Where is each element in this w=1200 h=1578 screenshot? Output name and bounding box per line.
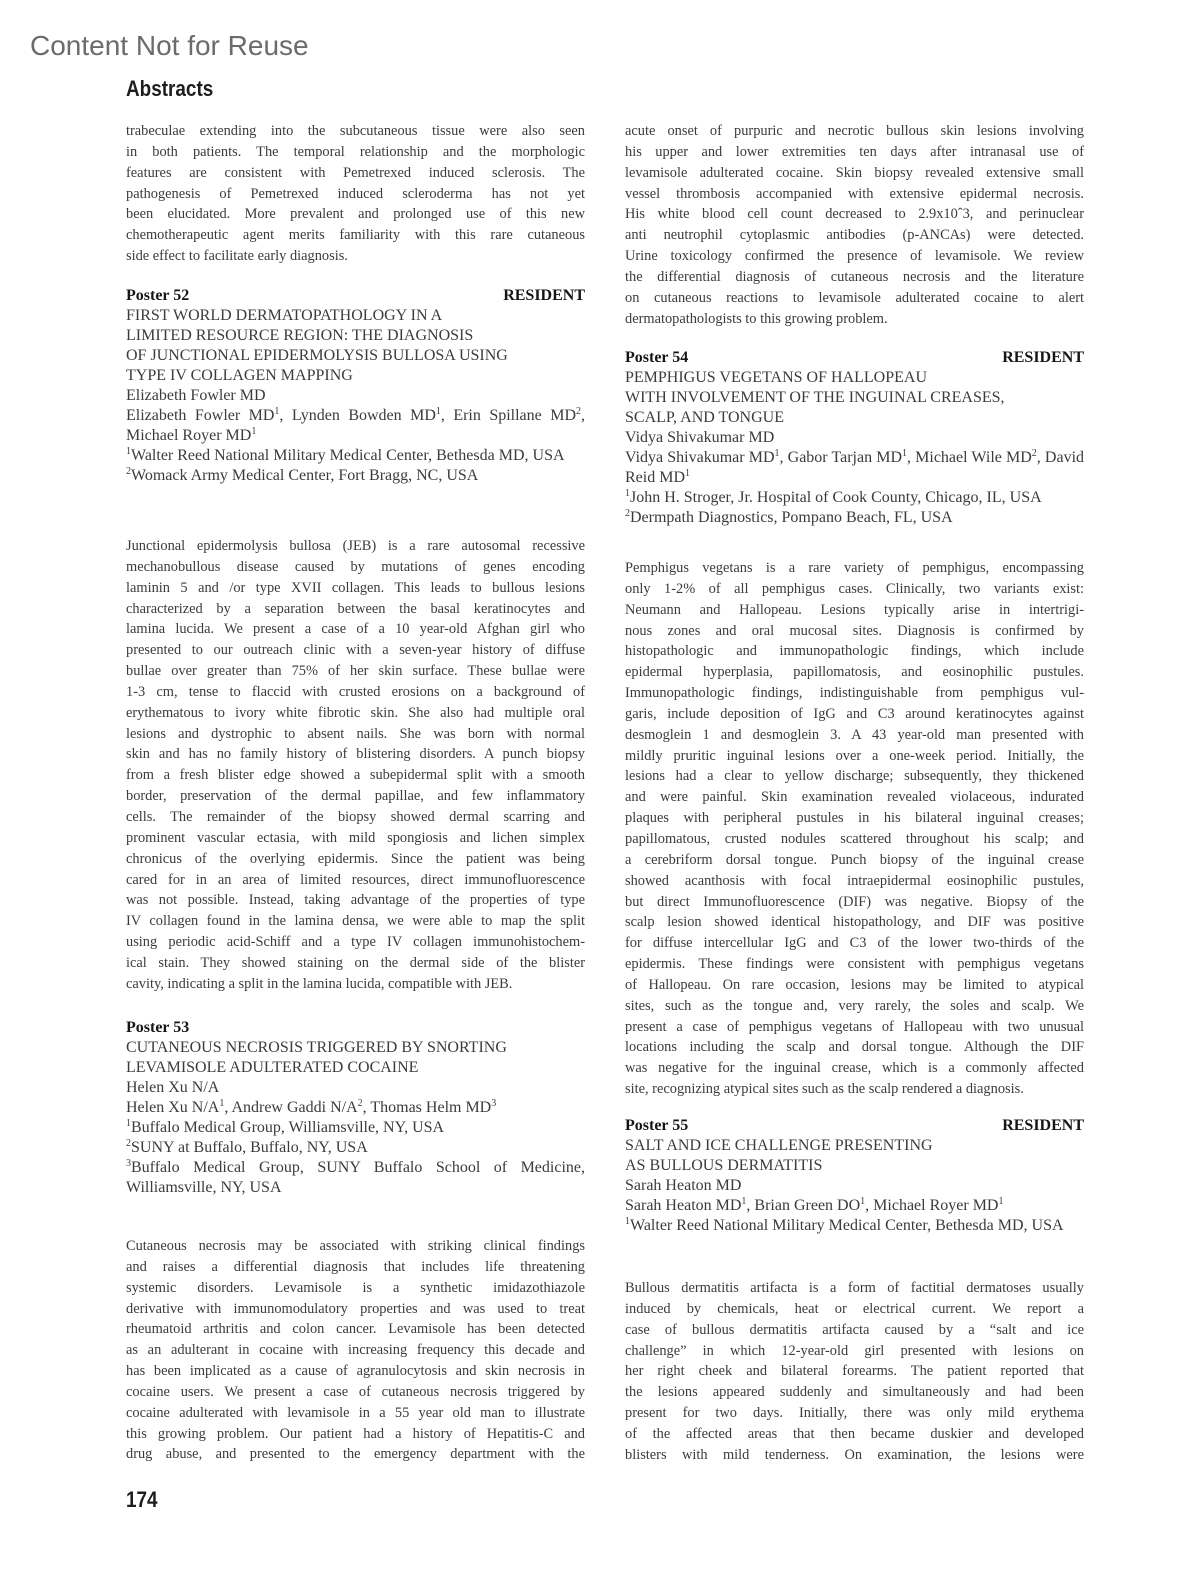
text-line: on cutaneous reactions to levamisole adulterated cocaine to alert (625, 289, 1084, 306)
text-line: IV collagen found in the lamina densa, we were able to map the split (126, 913, 585, 930)
affiliation-text: Walter Reed National Military Medical Center, Bethesda MD, USA (630, 1217, 1064, 1234)
author-affiliation-mark: 1 (741, 1196, 747, 1207)
affiliation-text: Dermpath Diagnostics, Pompano Beach, FL, USA (630, 509, 953, 526)
text-line: characterized by a separation between the basal keratinocytes and (126, 600, 585, 617)
poster-53-header (126, 1018, 585, 1198)
text-line: ical stain. They showed staining on the dermal side of the blister (126, 954, 585, 971)
author-name: Gabor Tarjan MD (787, 449, 903, 466)
presenter: Vidya Shivakumar MD (625, 429, 775, 446)
affiliation-text: SUNY at Buffalo, Buffalo, NY, USA (131, 1139, 368, 1156)
text-line: Immunopathologic findings, indistinguishable from pemphigus vul- (625, 685, 1084, 702)
text-line: Neumann and Hallopeau. Lesions typically arise in intertrigi- (625, 601, 1084, 618)
text-line: was not possible. Instead, taking advantage of the properties of type (126, 892, 585, 909)
text-line: cared for in an area of limited resources, direct immunofluorescence (126, 871, 585, 888)
text-line: lesions and dystrophic to absent nails. She was born with normal (126, 725, 585, 742)
poster-title (126, 1038, 585, 1078)
affiliation (126, 466, 585, 486)
text-line: cavity, indicating a split in the lamina lucida, compatible with JEB. (126, 975, 513, 992)
text-line: scalp lesion showed identical histopathology, and DIF was positive (625, 914, 1084, 931)
resident-badge: RESIDENT (1002, 1117, 1084, 1134)
resident-badge: RESIDENT (503, 287, 585, 304)
poster-55-header (625, 1116, 1084, 1236)
affiliation-mark: 2 (625, 508, 630, 519)
affiliation-text: John H. Stroger, Jr. Hospital of Cook County, Chicago, IL, USA (630, 489, 1042, 506)
affiliation-mark: 2 (126, 1138, 131, 1149)
text-line: but direct Immunofluorescence (DIF) was negative. Biopsy of the (625, 893, 1084, 910)
continued-abstract-text (126, 121, 585, 267)
text-line: mechanobullous disease caused by mutations of genes encoding (126, 558, 585, 575)
author-affiliation-mark: 1 (685, 468, 690, 479)
watermark: Content Not for Reuse (30, 30, 309, 61)
text-line: epidermis. These findings were consistent with pemphigus vegetans (625, 956, 1084, 973)
text-line: trabeculae extending into the subcutaneous tissue were also seen (126, 123, 585, 139)
affiliation-text: Buffalo Medical Group, SUNY Buffalo School of Medicine, Williamsville, NY, USA (126, 1159, 585, 1196)
affiliation-mark: 2 (126, 466, 131, 477)
presenter: Helen Xu N/A (126, 1079, 220, 1096)
text-line: chemotherapeutic agent merits familiarity with this rare cutaneous (126, 227, 585, 244)
text-line: case of bullous dermatitis artifacta caused by a “salt and ice (625, 1321, 1084, 1338)
text-line: from a fresh blister edge showed a subepidermal split with a smooth (126, 767, 585, 784)
text-line: plaques with peripheral pustules in his bilateral inguinal creases; (625, 810, 1084, 827)
poster-number: Poster 52 (126, 287, 190, 304)
author-name: Michael Royer MD (873, 1197, 999, 1214)
poster-number: Poster 53 (126, 1019, 190, 1036)
affiliation-mark: 3 (126, 1158, 131, 1169)
poster-title-line: SALT AND ICE CHALLENGE PRESENTING (625, 1137, 933, 1154)
text-line: challenge” in which 12-year-old girl presented with lesions on (625, 1342, 1084, 1359)
text-line: and were painful. Skin examination revealed violaceous, indurated (625, 789, 1084, 806)
text-line: lamina lucida. We present a case of a 10 year-old Afghan girl who (126, 621, 585, 638)
author-affiliation-mark: 1 (435, 406, 441, 417)
text-line: cocaine users. We present a case of cutaneous necrosis triggered by (126, 1383, 585, 1400)
author-affiliation-mark: 1 (902, 448, 908, 459)
continued-poster-53-abstract (625, 121, 1084, 329)
text-line: locations including the scalp and dorsal tongue. Although the DIF (625, 1039, 1084, 1056)
poster-number: Poster 54 (625, 349, 689, 366)
poster-heading-row (625, 348, 1084, 368)
affiliation-mark: 1 (625, 488, 630, 499)
presenter: Sarah Heaton MD (625, 1177, 742, 1194)
poster-title (625, 1136, 1084, 1176)
affiliation-mark: 1 (625, 1216, 630, 1227)
text-line: derivative with immunomodulatory properties and was used to treat (126, 1300, 585, 1317)
text-line: histopathologic and immunopathologic findings, which include (625, 643, 1084, 660)
poster-title-line: TYPE IV COLLAGEN MAPPING (126, 367, 353, 384)
author-affiliation-mark: 1 (274, 406, 280, 417)
poster-heading-row (126, 286, 585, 306)
text-line: vessel thrombosis accompanied with extensive epidermal necrosis. (625, 185, 1084, 202)
text-line: as an adulterant in cocaine with increasing frequency this decade and (126, 1342, 585, 1359)
author-name: Sarah Heaton MD (625, 1197, 742, 1214)
text-line: anti neutrophil cytoplasmic antibodies (p-ANCAs) were detected. (625, 227, 1084, 244)
poster-title-line: WITH INVOLVEMENT OF THE INGUINAL CREASES, (625, 389, 1005, 406)
author-list: Sarah Heaton $MD^1$, Brian Green $DO^1$, Michael Royer $MD^1$ (625, 1196, 1004, 1214)
text-line: presented to our outreach clinic with a seven-year history of diffuse (126, 642, 585, 659)
poster-53-abstract (126, 1236, 585, 1465)
author-name: Thomas Helm MD (370, 1099, 492, 1116)
text-line: Urine toxicology confirmed the presence of levamisole. We review (625, 248, 1084, 265)
author-name: Lynden Bowden MD (291, 407, 436, 424)
author-name: Michael Royer MD (126, 427, 252, 444)
text-line: and raises a differential diagnosis that includes life threatening (126, 1258, 585, 1275)
text-line: sites, such as the tongue and, very rarely, the soles and scalp. We (625, 997, 1084, 1014)
author-affiliation-mark: 2 (576, 406, 581, 417)
page-number: 174 (126, 1487, 158, 1512)
text-line: pathogenesis of Pemetrexed induced scleroderma has not yet (126, 185, 585, 202)
author-affiliation-mark: 1 (774, 448, 780, 459)
text-line: for diffuse intercellular IgG and C3 of the lower two-thirds of the (625, 935, 1084, 952)
text-line: skin and has no family history of blistering disorders. A punch biopsy (126, 746, 585, 763)
text-line: showed acanthosis with focal intraepidermal eosinophilic pustules, (625, 872, 1084, 889)
text-line: papillomatous, crusted nodules scattered throughout his scalp; and (625, 830, 1084, 847)
author-affiliation-mark: 3 (491, 1098, 497, 1109)
poster-55-abstract (625, 1278, 1084, 1466)
text-line: features are consistent with Pemetrexed induced sclerosis. The (126, 164, 585, 181)
author-name: Michael Wile MD (915, 449, 1032, 466)
text-line: dermatopathologists to this growing problem. (625, 310, 888, 327)
text-line: Cutaneous necrosis may be associated with striking clinical findings (126, 1238, 585, 1254)
text-line: mildly pruritic inguinal lesions over a one-week period. Initially, the (625, 747, 1084, 764)
author-name: Vidya Shivakumar MD (625, 449, 775, 466)
affiliation-mark: 1 (126, 446, 131, 457)
poster-52-header (126, 286, 585, 486)
author-affiliation-mark: 1 (998, 1196, 1004, 1207)
text-line: this growing problem. Our patient had a history of Hepatitis-C and (126, 1425, 585, 1442)
text-line: lesions had a clear to yellow discharge; subsequently, they thickened (625, 768, 1084, 785)
text-line: of the affected areas that then became duskier and developed (625, 1425, 1084, 1442)
text-line: using periodic acid-Schiff and a type IV collagen immunohistochem- (126, 934, 585, 951)
author-list: Vidya Shivakumar $MD^1$, Gabor Tarjan $MD^1$, Michael Wile $MD^2$, David Reid $MD^1$ (625, 448, 1085, 486)
text-line: prominent vascular ectasia, with mild spongiosis and lichen simplex (126, 829, 585, 846)
text-line: the differential diagnosis of cutaneous necrosis and the literature (625, 268, 1084, 285)
section-title: Abstracts (126, 76, 214, 101)
author-affiliation-mark: 1 (860, 1196, 866, 1207)
text-line: was negative for the inguinal crease, which is a commonly affected (625, 1060, 1084, 1077)
affiliation (126, 1118, 585, 1138)
author-name: Elizabeth Fowler MD (126, 407, 275, 424)
poster-54-abstract (625, 558, 1084, 1100)
poster-title (625, 368, 1084, 428)
presenter: Elizabeth Fowler MD (126, 387, 266, 404)
text-line: garis, include deposition of IgG and C3 around keratinocytes against (625, 705, 1084, 722)
poster-54-header (625, 348, 1084, 528)
text-line: her right cheek and bilateral forearms. The patient reported that (625, 1363, 1084, 1380)
text-line: in both patients. The temporal relationship and the morphologic (126, 143, 585, 160)
text-line: erythematous to ivory white fibrotic skin. She also had multiple oral (126, 704, 585, 721)
text-line: drug abuse, and presented to the emergency department with the (126, 1446, 585, 1463)
author-name: Erin Spillane MD (453, 407, 576, 424)
affiliation (625, 488, 1084, 508)
poster-title-line: LIMITED RESOURCE REGION: THE DIAGNOSIS (126, 327, 474, 344)
text-line: only 1-2% of all pemphigus cases. Clinically, two variants exist: (625, 580, 1084, 597)
author-affiliation-mark: 1 (219, 1098, 225, 1109)
poster-52-abstract (126, 536, 585, 995)
text-line: Bullous dermatitis artifacta is a form of factitial dermatoses usually (625, 1280, 1084, 1296)
poster-heading-row (625, 1116, 1084, 1136)
text-line: laminin 5 and /or type XVII collagen. This leads to bullous lesions (126, 579, 585, 596)
author-affiliation-mark: 2 (1031, 448, 1037, 459)
poster-number: Poster 55 (625, 1117, 689, 1134)
poster-title-line: AS BULLOUS DERMATITIS (625, 1157, 823, 1174)
poster-title-line: FIRST WORLD DERMATOPATHOLOGY IN A (126, 307, 443, 324)
affiliation-text: Buffalo Medical Group, Williamsville, NY, USA (131, 1119, 445, 1136)
text-line: Pemphigus vegetans is a rare variety of pemphigus, encompassing (625, 560, 1084, 576)
text-line: has been implicated as a cause of agranulocytosis and skin necrosis in (126, 1363, 585, 1380)
text-line: present for two days. Initially, there was only mild erythema (625, 1405, 1084, 1422)
text-line: side effect to facilitate early diagnosis. (126, 248, 348, 265)
text-line: a cerebriform dorsal tongue. Punch biopsy of the inguinal crease (625, 851, 1084, 868)
affiliation-text: Womack Army Medical Center, Fort Bragg, NC, USA (131, 467, 479, 484)
text-line: been elucidated. More prevalent and prolonged use of this new (126, 206, 585, 223)
text-line: acute onset of purpuric and necrotic bullous skin lesions involving (625, 123, 1084, 139)
author-name: David Reid MD (625, 449, 1085, 486)
text-line: border, preservation of the dermal papillae, and few inflammatory (126, 788, 585, 805)
text-line: cells. The remainder of the biopsy showed dermal scarring and (126, 808, 585, 825)
poster-heading-row (126, 1018, 585, 1038)
author-name: Brian Green DO (754, 1197, 861, 1214)
poster-title-line: LEVAMISOLE ADULTERATED COCAINE (126, 1059, 419, 1076)
poster-title (126, 306, 585, 386)
poster-title-line: PEMPHIGUS VEGETANS OF HALLOPEAU (625, 369, 927, 386)
affiliation (625, 508, 1084, 528)
poster-title-line: OF JUNCTIONAL EPIDERMOLYSIS BULLOSA USING (126, 347, 508, 364)
affiliation (126, 1158, 585, 1198)
text-line: cocaine adulterated with levamisole in a 55 year old man to illustrate (126, 1404, 585, 1421)
affiliation-mark: 1 (126, 1118, 131, 1129)
text-line: rheumatoid arthritis and colon cancer. Levamisole has been detected (126, 1321, 585, 1338)
text-line: Junctional epidermolysis bullosa (JEB) is a rare autosomal recessive (126, 538, 585, 554)
author-name: Andrew Gaddi N/A (231, 1099, 358, 1116)
resident-badge: RESIDENT (1002, 349, 1084, 366)
author-name: Helen Xu N/A (126, 1099, 220, 1116)
text-line: of Hallopeau. On rare occasion, lesions may be limited to atypical (625, 976, 1084, 993)
affiliation (625, 1216, 1084, 1236)
text-line: induced by chemicals, heat or electrical current. We report a (625, 1300, 1084, 1317)
author-list: Elizabeth Fowler $MD^1$, Lynden Bowden $MD^1$, Erin Spillane $MD^2$, Michael Royer $MD^1$ (126, 406, 585, 444)
affiliation (126, 1138, 585, 1158)
text-line: site, recognizing atypical sites such as the scalp rendered a diagnosis. (625, 1081, 1024, 1098)
affiliation-text: Walter Reed National Military Medical Center, Bethesda MD, USA (131, 447, 565, 464)
poster-title-line: SCALP, AND TONGUE (625, 409, 784, 426)
text-line: his upper and lower extremities ten days after intranasal use of (625, 143, 1084, 160)
author-affiliation-mark: 2 (357, 1098, 363, 1109)
author-affiliation-mark: 1 (251, 426, 257, 437)
poster-title-line: CUTANEOUS NECROSIS TRIGGERED BY SNORTING (126, 1039, 507, 1056)
text-line: present a case of pemphigus vegetans of Hallopeau with two unusual (625, 1018, 1084, 1035)
text-line: His white blood cell count decreased to 2.9x10ˆ3, and perinuclear (625, 206, 1084, 223)
author-list: Helen Xu $N/A^1$, Andrew Gaddi $N/A^2$, Thomas Helm $MD^3$ (126, 1098, 497, 1116)
text-line: systemic disorders. Levamisole is a synthetic imidazothiazole (126, 1279, 585, 1296)
text-line: blisters with mild tenderness. On examination, the lesions were (625, 1446, 1084, 1463)
text-line: bullae over greater than 75% of her skin surface. These bullae were (126, 663, 585, 680)
text-line: desmoglein 1 and desmoglein 3. A 43 year-old man presented with (625, 726, 1084, 743)
text-line: epidermal hyperplasia, papillomatosis, and eosinophilic pustules. (625, 664, 1084, 681)
text-line: levamisole adulterated cocaine. Skin biopsy revealed extensive small (625, 164, 1084, 181)
text-line: nous zones and oral mucosal sites. Diagnosis is confirmed by (625, 622, 1084, 639)
text-line: the lesions appeared suddenly and simultaneously and had been (625, 1384, 1084, 1401)
text-line: 1-3 cm, tense to flaccid with crusted erosions on a background of (126, 683, 585, 700)
text-line: chronicus of the overlying epidermis. Since the patient was being (126, 850, 585, 867)
affiliation (126, 446, 585, 466)
